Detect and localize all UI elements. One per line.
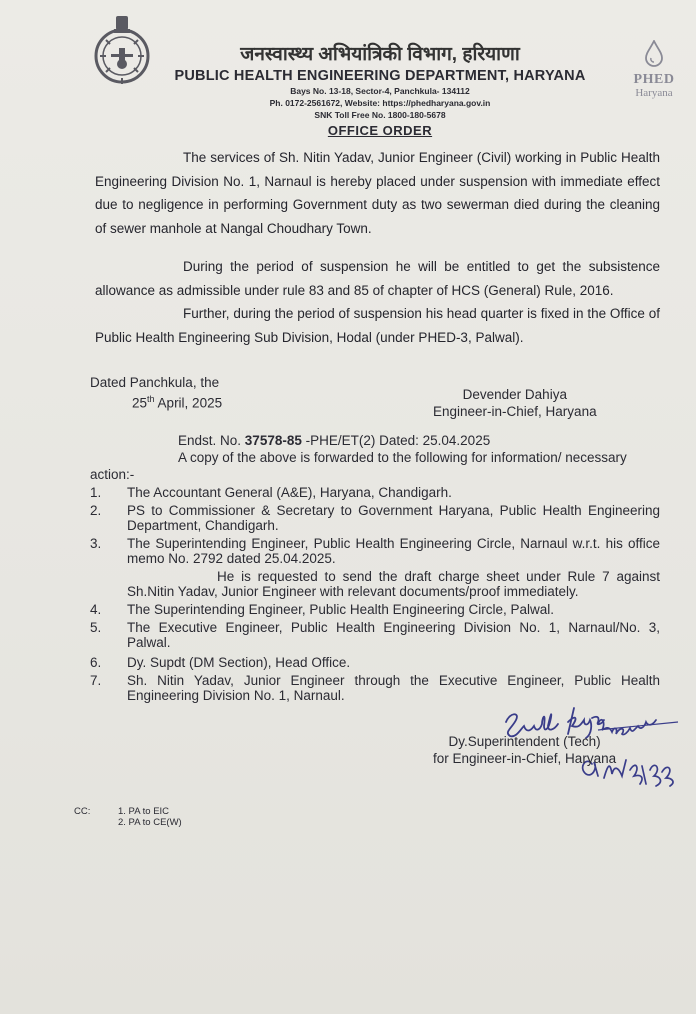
department-title: PUBLIC HEALTH ENGINEERING DEPARTMENT, HARYANA	[174, 68, 586, 84]
endst-number: 37578-85	[244, 433, 302, 448]
list-item-number: 1.	[90, 485, 102, 500]
date-day: 25	[132, 395, 148, 411]
paragraph-3	[95, 302, 660, 349]
list-item	[90, 655, 660, 670]
cc-block	[74, 806, 182, 828]
endst-rest: -PHE/ET(2) Dated: 25.04.2025	[301, 433, 491, 448]
list-item-number: 3.	[90, 536, 102, 551]
date-rest: April, 2025	[154, 395, 223, 411]
date-suffix: th	[147, 394, 155, 404]
list-item	[90, 602, 660, 617]
water-drop-icon	[643, 40, 665, 68]
phed-logo	[624, 40, 684, 99]
for-engineer-in-chief: for Engineer-in-Chief, Haryana	[433, 751, 617, 766]
paragraph-3-text: Further, during the period of suspension his head quarter is fixed in the Office of Public Health Engineering Sub Division, Hodal (under PHED-3, Palwal).	[95, 306, 660, 345]
signatory-block	[433, 386, 597, 420]
list-item-number: 7.	[90, 673, 102, 688]
list-item	[90, 673, 660, 703]
list-item	[90, 536, 660, 566]
list-item	[90, 485, 660, 500]
list-item-number: 6.	[90, 655, 102, 670]
item-3-note: He is requested to send the draft charge sheet under Rule 7 against Sh.Nitin Yadav, Junior Engineer with relevant documents/proof immediately.	[127, 569, 660, 599]
endst-prefix: Endst. No.	[178, 433, 245, 448]
state-emblem-icon	[92, 14, 152, 90]
list-item-text: The Accountant General (A&E), Haryana, Chandigarh.	[127, 485, 452, 500]
signatory-name: Devender Dahiya	[462, 387, 567, 402]
copy-forward-body: A copy of the above is forwarded to the following for information/ necessary action:-	[90, 450, 627, 482]
address-line-2: Ph. 0172-2561672, Website: https://phedharyana.gov.in	[269, 98, 491, 108]
list-item-number: 4.	[90, 602, 102, 617]
phed-logo-text: PHED	[633, 72, 675, 87]
cc-row-1	[74, 806, 182, 817]
paragraph-2	[95, 255, 660, 302]
cc-label: CC:	[74, 806, 91, 817]
copy-forward-text	[90, 449, 655, 483]
hindi-department-title: जनस्वास्थ्य अभियांत्रिकी विभाग, हरियाणा	[240, 44, 520, 65]
cc-item: 2. PA to CE(W)	[118, 817, 182, 828]
distribution-list	[90, 485, 660, 706]
address-line-3: SNK Toll Free No. 1800-180-5678	[314, 110, 446, 120]
list-item-text: The Superintending Engineer, Public Health Engineering Circle, Palwal.	[127, 602, 555, 617]
dy-superintendent-designation: Dy.Superintendent (Tech)	[448, 734, 601, 749]
list-item-number: 2.	[90, 503, 102, 518]
signatory-designation: Engineer-in-Chief, Haryana	[433, 404, 597, 419]
address-line-1: Bays No. 13-18, Sector-4, Panchkula- 134112	[290, 86, 470, 96]
dy-superintendent-block	[433, 733, 616, 767]
list-item-text: The Executive Engineer, Public Health Engineering Division No. 1, Narnaul/No. 3, Palwal.	[127, 620, 660, 650]
dated-block	[90, 374, 222, 412]
list-item-text: Sh. Nitin Yadav, Junior Engineer through the Executive Engineer, Public Health Engineering Division No. 1, Narnaul.	[127, 673, 660, 703]
dated-date	[90, 391, 222, 412]
paragraph-1	[95, 146, 660, 240]
phed-logo-subtext: Haryana	[635, 87, 673, 99]
office-order-title: OFFICE ORDER	[327, 123, 433, 138]
endorsement-line	[178, 432, 490, 449]
dated-line: Dated Panchkula, the	[90, 375, 220, 390]
paragraph-1-text: The services of Sh. Nitin Yadav, Junior Engineer (Civil) working in Public Health Engineering Division No. 1, Narnaul is hereby placed under suspension with immediate effect due to negligence in performing Government duty as two sewerman died during the cleaning of sewer manhole at Nangal Choudhary Town.	[95, 150, 660, 236]
list-item-text: Dy. Supdt (DM Section), Head Office.	[127, 655, 351, 670]
list-item	[90, 503, 660, 533]
list-item	[90, 620, 660, 650]
cc-item: 1. PA to EIC	[118, 806, 170, 817]
list-item-text: PS to Commissioner & Secretary to Government Haryana, Public Health Engineering Department, Chandigarh.	[127, 503, 660, 533]
paragraph-2-text: During the period of suspension he will be entitled to get the subsistence allowance as admissible under rule 83 and 85 of chapter of HCS (General) Rule, 2016.	[95, 259, 660, 298]
list-item-number: 5.	[90, 620, 102, 635]
list-item-text: The Superintending Engineer, Public Health Engineering Circle, Narnaul w.r.t. his office memo No. 2792 dated 25.04.2025.	[127, 536, 660, 566]
